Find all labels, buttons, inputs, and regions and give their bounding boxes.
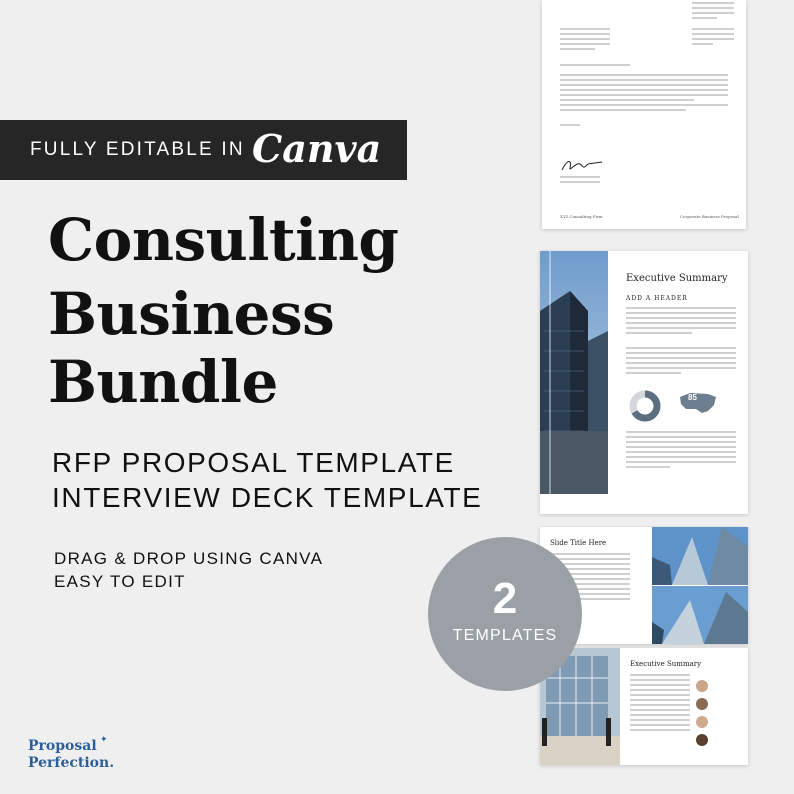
letter-footer-right: Corporate Business Proposal — [680, 214, 739, 219]
usa-map-icon — [678, 389, 718, 419]
detail-drag-drop: DRAG & DROP USING CANVA — [54, 549, 324, 568]
team-list — [696, 680, 708, 746]
sender-block — [560, 28, 610, 53]
closing — [560, 124, 580, 129]
brand-line-1: Proposal — [28, 738, 97, 754]
body-paragraph-1 — [560, 74, 728, 104]
title-line-1: Consulting — [48, 206, 399, 274]
letter-footer-left: XYZ Consulting Firm — [560, 214, 603, 219]
slide2-title: Executive Summary — [630, 660, 702, 668]
badge-number: 2 — [492, 574, 518, 623]
preview-letter-page — [542, 0, 746, 229]
avatar — [696, 716, 708, 728]
skyscraper-photo-2 — [652, 586, 748, 644]
subtitle-interview: INTERVIEW DECK TEMPLATE — [52, 482, 483, 513]
avatar — [696, 680, 708, 692]
avatar — [696, 698, 708, 710]
skyscraper-photo-1 — [652, 527, 748, 585]
signature-icon — [560, 156, 604, 174]
stat-number: 85 — [688, 393, 697, 402]
title-line-3: Bundle — [48, 348, 278, 416]
exec-page-title: Executive Summary — [626, 273, 728, 284]
address-block — [692, 2, 734, 22]
exec-paragraph-2 — [626, 347, 736, 377]
avatar — [696, 734, 708, 746]
brand-line-2: Perfection. — [28, 755, 115, 771]
body-paragraph-2 — [560, 104, 728, 114]
exec-paragraph-3 — [626, 431, 736, 471]
banner-text: FULLY EDITABLE IN — [30, 139, 245, 160]
subtitle-rfp: RFP PROPOSAL TEMPLATE — [52, 447, 455, 478]
exec-page-header: ADD A HEADER — [626, 295, 688, 302]
slide2-body — [630, 674, 690, 734]
detail-easy-edit: EASY TO EDIT — [54, 572, 186, 591]
slide1-title: Slide Title Here — [550, 539, 607, 547]
title-line-2: Business — [48, 280, 335, 348]
exec-paragraph-1 — [626, 307, 736, 337]
donut-chart-icon — [628, 389, 662, 423]
canva-logo: Canva — [252, 126, 382, 171]
preview-slide-2 — [540, 648, 748, 765]
recipient-block — [692, 28, 734, 48]
building-photo — [540, 251, 608, 494]
sparkle-icon: ✦ — [100, 734, 108, 744]
subject-line — [560, 64, 630, 69]
preview-exec-summary-page — [540, 251, 748, 514]
signer-name — [560, 176, 600, 186]
badge-label: TEMPLATES — [452, 627, 558, 644]
